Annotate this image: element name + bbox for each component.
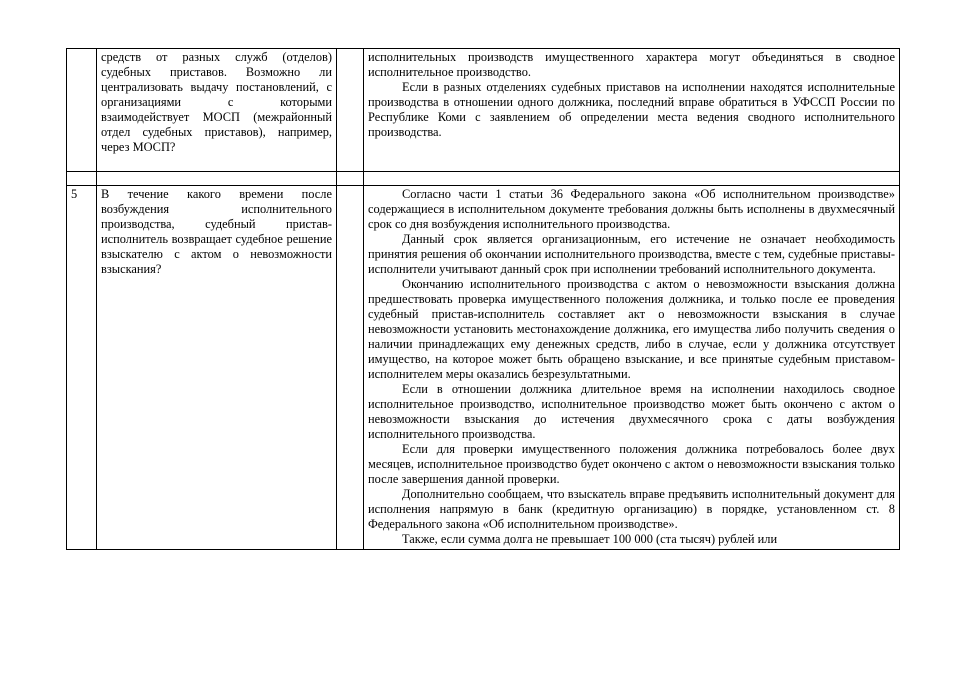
question-cell: средств от разных служб (отделов) судебных приставов. Возможно ли централизовать выдачу постановлений, с организациями с которыми взаимодействует МОСП (межрайонный отдел судебных приставов), например, через МОСП? <box>97 49 337 172</box>
table-row <box>67 49 900 172</box>
answer-cell <box>364 186 900 550</box>
answer-paragraph: Дополнительно сообщаем, что взыскатель вправе предъявить исполнительный документ для исполнения напрямую в банк (кредитную организацию) в порядке, установленном ст. 8 Федерального закона «Об исполнительном производстве». <box>368 487 895 531</box>
answer-paragraph: Если для проверки имущественного положения должника потребовалось более двух месяцев, исполнительное производство будет окончено с актом о невозможности взыскания только после завершения данной проверки. <box>368 442 895 486</box>
qa-table <box>66 48 900 550</box>
answer-paragraph: Если в отношении должника длительное время на исполнении находилось сводное исполнительное производство, исполнительное производство может быть окончено с актом о невозможности взыскания до истечения двухмесячного срока с даты возбуждения исполнительного производства. <box>368 382 895 441</box>
table-row <box>67 186 900 550</box>
empty-cell <box>337 186 364 550</box>
answer-paragraph: Если в разных отделениях судебных приставов на исполнении находятся исполнительные производства в отношении одного должника, последний вправе обратиться в УФССП России по Республике Коми с заявлением об определении места ведения сводного исполнительного производства. <box>368 80 895 139</box>
answer-paragraph: Также, если сумма долга не превышает 100 000 (ста тысяч) рублей или <box>402 532 778 546</box>
answer-paragraph: Данный срок является организационным, его истечение не означает необходимость принятия решения об окончании исполнительного производства, вместе с тем, судебные приставы-исполнители учитывают данный срок при исполнении требований исполнительного документа. <box>368 232 895 276</box>
row-number <box>67 49 97 172</box>
row-number: 5 <box>67 186 97 550</box>
answer-paragraph: Согласно части 1 статьи 36 Федерального закона «Об исполнительном производстве» содержащиеся в исполнительном документе требования должны быть исполнены в двухмесячный срок со дня возбуждения исполнительного производства. <box>368 187 895 231</box>
empty-cell <box>337 49 364 172</box>
question-cell: В течение какого времени после возбуждения исполнительного производства, судебный пристав-исполнитель возвращает судебное решение взыскателю с актом о невозможности взыскания? <box>97 186 337 550</box>
answer-cell <box>364 49 900 172</box>
answer-paragraph: Окончанию исполнительного производства с актом о невозможности взыскания должна предшествовать проверка имущественного положения должника, и только после ее проведения судебный пристав-исполнитель составляет акт о невозможности взыскания в случае невозможности установить местонахождение должника, его имущества либо получить сведения о наличии принадлежащих ему денежных средств, либо в случае, если у должника отсутствует имущество, на которое может быть обращено взыскание, и все принятые судебным приставом-исполнителем меры оказались безрезультатными. <box>368 277 895 381</box>
spacer-row <box>67 172 900 186</box>
answer-paragraph: исполнительных производств имущественного характера могут объединяться в сводное исполнительное производство. <box>368 50 895 79</box>
